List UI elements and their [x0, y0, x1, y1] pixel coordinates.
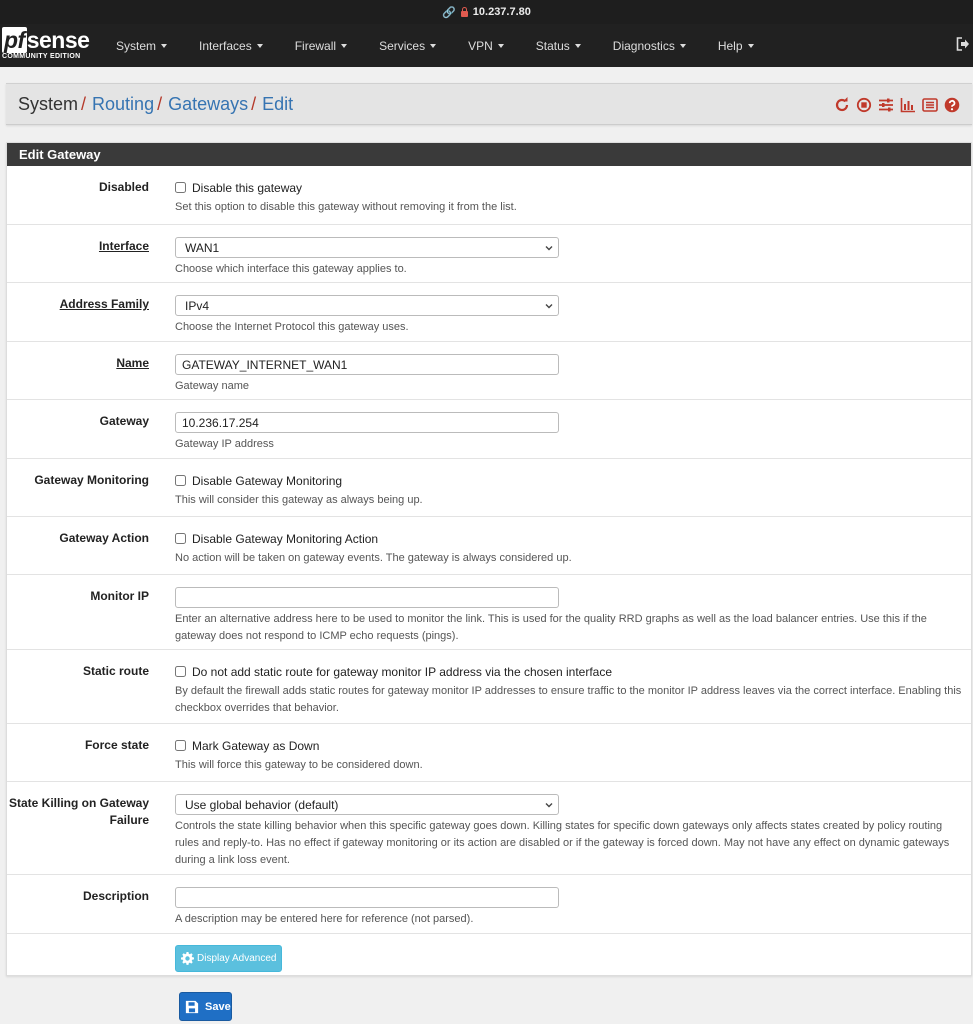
- form-row-name: [7, 341, 971, 399]
- breadcrumb: [6, 83, 972, 125]
- monitor-ip-input[interactable]: [175, 587, 559, 608]
- disabled-help: Set this option to disable this gateway without removing it from the list.: [175, 201, 517, 213]
- edit-gateway-panel: [6, 142, 972, 976]
- address-family-value: IPv4: [185, 298, 210, 313]
- gateway-ip-value: 10.236.17.254: [182, 415, 259, 430]
- state-killing-select[interactable]: [175, 794, 559, 815]
- form-row-force-state: [7, 723, 971, 781]
- disable-monitoring-action-checkbox[interactable]: [175, 530, 963, 547]
- disable-gateway-input[interactable]: [175, 182, 186, 193]
- breadcrumb-separator: /: [157, 93, 163, 114]
- top-navbar: [0, 24, 973, 67]
- breadcrumb-system: System: [18, 93, 79, 114]
- state-killing-label: State Killing on Gateway Failure: [8, 796, 149, 827]
- nav-system[interactable]: System: [100, 24, 183, 67]
- form-row-interface: [7, 224, 971, 282]
- disable-monitoring-action-input[interactable]: [175, 533, 186, 544]
- nav-services[interactable]: Services: [363, 24, 452, 67]
- address-family-help: Choose the Internet Protocol this gateway uses.: [175, 321, 409, 333]
- disable-gateway-text: Disable this gateway: [192, 180, 303, 195]
- form-row-static-route: [7, 649, 971, 723]
- breadcrumb-gateways[interactable]: Gateways: [168, 93, 249, 114]
- gateway-monitoring-label: Gateway Monitoring: [34, 473, 149, 487]
- caret-down-icon: [257, 44, 263, 48]
- gateway-action-help: No action will be taken on gateway events. The gateway is always considered up.: [175, 552, 572, 564]
- nav-firewall[interactable]: Firewall: [279, 24, 363, 67]
- chevron-down-icon: [545, 244, 553, 252]
- description-label: Description: [82, 889, 149, 903]
- status-graph-icon[interactable]: [900, 97, 916, 113]
- lock-icon: [461, 11, 468, 17]
- form-row-gateway-monitoring: [7, 458, 971, 516]
- form-row-disabled: [7, 166, 971, 224]
- force-state-help: This will force this gateway to be considered down.: [175, 759, 423, 771]
- floppy-disk-icon: [185, 1000, 199, 1014]
- browser-address: 10.237.7.80: [472, 6, 531, 18]
- form-row-address-family: [7, 282, 971, 341]
- nav-diagnostics[interactable]: Diagnostics: [597, 24, 702, 67]
- logo-tagline: COMMUNITY EDITION: [2, 53, 81, 60]
- logout-icon[interactable]: [956, 37, 970, 51]
- interface-select[interactable]: [175, 237, 559, 258]
- settings-sliders-icon[interactable]: [878, 97, 894, 113]
- form-row-state-killing: [7, 781, 971, 874]
- disabled-label: Disabled: [98, 180, 149, 194]
- chevron-down-icon: [545, 801, 553, 809]
- form-row-gateway: [7, 399, 971, 458]
- breadcrumb-separator: /: [81, 93, 87, 114]
- gateway-help: Gateway IP address: [175, 438, 274, 450]
- name-help: Gateway name: [175, 380, 249, 392]
- no-static-route-checkbox[interactable]: [175, 663, 963, 680]
- breadcrumb-routing[interactable]: Routing: [92, 93, 155, 114]
- panel-title: Edit Gateway: [7, 143, 971, 166]
- no-static-route-text: Do not add static route for gateway monitor IP address via the chosen interface: [192, 664, 613, 679]
- name-label: Name: [116, 356, 149, 370]
- stop-service-icon[interactable]: [856, 97, 872, 113]
- caret-down-icon: [748, 44, 754, 48]
- interface-help: Choose which interface this gateway applies to.: [175, 263, 407, 275]
- save-label: Save: [205, 1000, 231, 1013]
- gear-icon: [181, 952, 194, 965]
- disable-monitoring-action-text: Disable Gateway Monitoring Action: [192, 531, 379, 546]
- save-button[interactable]: [179, 992, 232, 1021]
- nav-vpn[interactable]: VPN: [452, 24, 520, 67]
- interface-value: WAN1: [185, 240, 220, 255]
- pfsense-logo[interactable]: [0, 24, 94, 67]
- chevron-down-icon: [545, 302, 553, 310]
- nav-help[interactable]: Help: [702, 24, 770, 67]
- form-row-description: [7, 874, 971, 933]
- restart-icon[interactable]: [834, 97, 850, 113]
- mark-down-text: Mark Gateway as Down: [192, 738, 320, 753]
- display-advanced-label: Display Advanced: [197, 953, 277, 964]
- caret-down-icon: [161, 44, 167, 48]
- breadcrumb-edit[interactable]: Edit: [262, 93, 294, 114]
- help-question-icon[interactable]: [944, 97, 960, 113]
- name-value: GATEWAY_INTERNET_WAN1: [182, 357, 348, 372]
- static-route-label: Static route: [82, 664, 149, 678]
- log-list-icon[interactable]: [922, 97, 938, 113]
- caret-down-icon: [575, 44, 581, 48]
- static-route-help: By default the firewall adds static routes for gateway monitor IP addresses to ensure traffic to the monitor IP address leaves via the correct interface. Enabling this checkbox overrides that behavior.: [175, 685, 962, 714]
- disable-gateway-checkbox[interactable]: [175, 179, 963, 196]
- gateway-monitoring-help: This will consider this gateway as always being up.: [175, 494, 423, 506]
- disable-monitoring-input[interactable]: [175, 475, 186, 486]
- caret-down-icon: [430, 44, 436, 48]
- shortcut-icons: [834, 97, 960, 113]
- display-advanced-button[interactable]: [175, 945, 282, 972]
- browser-address-bar[interactable]: [0, 0, 973, 24]
- breadcrumb-separator: /: [251, 93, 257, 114]
- form-row-monitor-ip: [7, 574, 971, 649]
- caret-down-icon: [680, 44, 686, 48]
- gateway-ip-input[interactable]: [175, 412, 559, 433]
- state-killing-value: Use global behavior (default): [185, 797, 339, 812]
- link-icon: 🔗: [442, 6, 456, 19]
- mark-down-input[interactable]: [175, 740, 186, 751]
- mark-down-checkbox[interactable]: [175, 737, 963, 754]
- disable-monitoring-checkbox[interactable]: [175, 472, 963, 489]
- nav-interfaces[interactable]: Interfaces: [183, 24, 279, 67]
- form-row-advanced: [7, 933, 971, 975]
- logo-pf: pf: [4, 27, 25, 53]
- nav-status[interactable]: Status: [520, 24, 597, 67]
- description-input[interactable]: [175, 887, 559, 908]
- interface-label: Interface: [98, 239, 149, 253]
- disable-monitoring-text: Disable Gateway Monitoring: [192, 473, 343, 488]
- gateway-action-label: Gateway Action: [59, 531, 149, 545]
- description-help: A description may be entered here for reference (not parsed).: [175, 913, 474, 925]
- gateway-label: Gateway: [99, 414, 149, 428]
- name-input[interactable]: [175, 354, 559, 375]
- caret-down-icon: [498, 44, 504, 48]
- address-family-label: Address Family: [59, 297, 149, 311]
- logo-sense: sense: [26, 27, 90, 53]
- form-row-gateway-action: [7, 516, 971, 574]
- force-state-label: Force state: [84, 738, 149, 752]
- monitor-ip-label: Monitor IP: [90, 589, 149, 603]
- monitor-ip-help: Enter an alternative address here to be used to monitor the link. This is used for the quality RRD graphs as well as the load balancer entries. Use this if the gateway does not respond to ICMP echo requests (pings).: [175, 613, 927, 642]
- state-killing-help: Controls the state killing behavior when this specific gateway goes down. Killing states for specific down gateways only affects states created by policy routing rules and reply-to. Has no effect if gateway monitoring or its action are disabled or if the gateway is forced down. May not have any effect on dynamic gateways during a link loss event.: [175, 820, 950, 866]
- caret-down-icon: [341, 44, 347, 48]
- address-family-select[interactable]: [175, 295, 559, 316]
- no-static-route-input[interactable]: [175, 666, 186, 677]
- main-nav: [100, 24, 770, 67]
